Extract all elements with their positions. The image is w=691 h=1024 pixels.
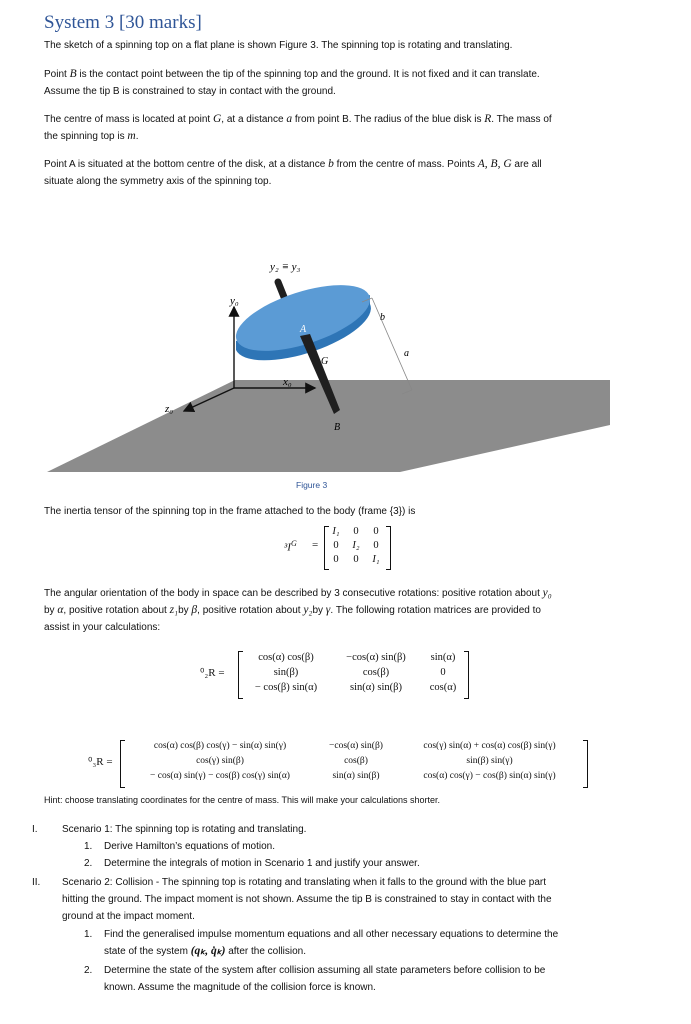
text: are all xyxy=(511,159,542,170)
contact-point-paragraph xyxy=(44,66,644,100)
matrix-cell: cos(γ) sin(α) + cos(α) cos(β) sin(γ) xyxy=(423,741,556,751)
scenario-1-number: I. xyxy=(32,824,38,835)
text: . The following rotation matrices are provided to xyxy=(330,605,541,616)
matrix-lhs: ⁰₃R = xyxy=(88,756,113,768)
matrix-cell: sin(α) sin(β) xyxy=(332,771,380,781)
text: , positive rotation about xyxy=(63,605,170,616)
text: , positive rotation about xyxy=(197,605,304,616)
matrix-cell: 0 xyxy=(353,526,359,537)
text: Assume the tip B is constrained to stay in contact with the ground. xyxy=(44,86,336,97)
label-distance-a: a xyxy=(404,348,409,359)
matrix-cell: 0 xyxy=(440,667,446,678)
inertia-tensor xyxy=(284,524,404,570)
matrix-lhs: ⁰₂R = xyxy=(200,667,225,679)
label-x0: x₀ xyxy=(283,376,292,388)
text: Point xyxy=(44,69,70,80)
math-var: b xyxy=(328,158,334,170)
scenario-2-item-number: 2. xyxy=(84,965,93,976)
equals-sign: = xyxy=(312,539,319,551)
matrix-cell: cos(β) xyxy=(344,756,368,766)
text: The centre of mass is located at point xyxy=(44,114,213,125)
matrix-cell: cos(α) cos(β) xyxy=(258,652,314,663)
text: the spinning top is xyxy=(44,131,128,142)
math-var: G xyxy=(212,113,222,125)
text: ³I xyxy=(284,541,291,554)
text: , at a distance xyxy=(221,114,287,125)
math-var: m xyxy=(127,130,136,142)
matrix-bracket-right xyxy=(583,740,588,788)
label-y2-y3: y₂ ≡ y₃ xyxy=(270,261,301,273)
spinning-top-figure xyxy=(0,240,691,480)
math-var: β xyxy=(191,604,198,616)
math-expression: (qₖ, q̇ₖ) xyxy=(190,945,226,957)
text: The angular orientation of the body in space can be described by 3 consecutive rotations: positive rotation about xyxy=(44,588,543,599)
math-var: α xyxy=(57,604,64,616)
text: after the collision. xyxy=(225,946,307,957)
label-distance-b: b xyxy=(380,312,385,323)
label-y0: y₀ xyxy=(230,295,239,307)
math-var: A, B, G xyxy=(477,158,512,170)
centre-of-mass-paragraph xyxy=(44,111,644,145)
matrix-cell: I₁ xyxy=(332,526,340,537)
label-point-g: G xyxy=(321,356,329,367)
math-var: z₁ xyxy=(169,604,179,616)
matrix-bracket-right xyxy=(464,651,469,699)
text: by xyxy=(44,605,58,616)
scenario-1-item-number: 1. xyxy=(84,841,93,852)
text: from the centre of mass. Points xyxy=(333,159,478,170)
math-var: R xyxy=(484,113,492,125)
text: is the contact point between the tip of the spinning top and the ground. It is not fixed and it can translate. xyxy=(76,69,540,80)
figure-caption: Figure 3 xyxy=(296,480,328,490)
math-var: a xyxy=(286,113,293,125)
text: Point A is situated at the bottom centre of the disk, at a distance xyxy=(44,159,329,170)
orientation-paragraph xyxy=(44,585,644,636)
scenario-1-text: Scenario 1: The spinning top is rotating and translating. xyxy=(62,824,307,835)
text: situate along the symmetry axis of the spinning top. xyxy=(44,176,272,187)
matrix-cell: cos(α) cos(γ) − cos(β) sin(α) sin(γ) xyxy=(423,771,556,781)
matrix-cell: cos(γ) sin(β) xyxy=(196,756,244,766)
text: Determine the state of the system after collision assuming all state parameters before collision to be xyxy=(104,965,546,976)
scenario-2-item-text xyxy=(104,926,644,960)
matrix-cell: 0 xyxy=(333,540,339,551)
text: by xyxy=(178,605,192,616)
point-a-paragraph xyxy=(44,156,644,190)
text: G xyxy=(290,539,297,548)
text: . The mass of xyxy=(491,114,552,125)
text: hitting the ground. The impact moment is not shown. Assume the tip B is constrained to stay in contact with the xyxy=(62,894,552,905)
rotation-matrix-02 xyxy=(200,649,490,699)
hint: Hint: choose translating coordinates for the centre of mass. This will make your calculations shorter. xyxy=(44,795,441,805)
math-var: B xyxy=(69,68,77,80)
scenario-2-number: II. xyxy=(32,877,41,888)
text: Find the generalised impulse momentum equations and all other necessary equations to determine the xyxy=(104,929,559,940)
label-point-b: B xyxy=(334,422,341,433)
matrix-cell: 0 xyxy=(373,540,379,551)
matrix-cell: cos(α) xyxy=(429,682,457,693)
text: by xyxy=(312,605,326,616)
matrix-cell: sin(α) sin(β) xyxy=(350,682,402,693)
label-z0: z₀ xyxy=(165,403,174,415)
math-var: y₂ xyxy=(303,604,313,616)
text: . xyxy=(135,131,139,142)
label-point-a: A xyxy=(300,324,307,335)
matrix-cell: sin(β) xyxy=(273,667,299,678)
matrix-bracket-right xyxy=(386,526,391,570)
text: Scenario 2: Collision - The spinning top is rotating and translating when it falls to the ground with the blue part xyxy=(62,877,546,888)
distance-line-a xyxy=(372,298,412,390)
inertia-lhs xyxy=(284,539,297,554)
text: assist in your calculations: xyxy=(44,622,161,633)
scenario-2-item-text xyxy=(104,962,644,996)
matrix-cell: 0 xyxy=(333,554,339,565)
matrix-cell: sin(α) xyxy=(430,652,456,663)
matrix-cell: I₁ xyxy=(372,554,380,565)
matrix-cell: −cos(α) sin(β) xyxy=(329,741,383,751)
inertia-intro: The inertia tensor of the spinning top in the frame attached to the body (frame {3}) is xyxy=(44,506,416,517)
text: state of the system xyxy=(104,946,191,957)
scenario-2-text xyxy=(62,874,652,925)
text: known. Assume the magnitude of the collision force is known. xyxy=(104,982,376,993)
matrix-cell: −cos(α) sin(β) xyxy=(346,652,406,663)
matrix-cell: 0 xyxy=(373,526,379,537)
matrix-cell: I₂ xyxy=(352,540,360,551)
text: ground at the impact moment. xyxy=(62,911,195,922)
math-var: y₀ xyxy=(542,587,552,599)
scenario-2-item-number: 1. xyxy=(84,929,93,940)
rotation-matrix-03 xyxy=(88,738,593,788)
math-var: γ xyxy=(325,604,331,616)
section-title: System 3 [30 marks] xyxy=(44,12,202,33)
matrix-cell: sin(β) sin(γ) xyxy=(466,756,513,766)
matrix-cell: − cos(α) sin(γ) − cos(β) cos(γ) sin(α) xyxy=(150,771,290,781)
scenario-1-item-text: Derive Hamilton’s equations of motion. xyxy=(104,841,276,852)
scenario-1-item-text: Determine the integrals of motion in Scenario 1 and justify your answer. xyxy=(104,858,420,869)
text: from point B. The radius of the blue disk is xyxy=(292,114,485,125)
intro-paragraph: The sketch of a spinning top on a flat plane is shown Figure 3. The spinning top is rotating and translating. xyxy=(44,40,513,51)
matrix-cell: 0 xyxy=(353,554,359,565)
matrix-cell: − cos(β) sin(α) xyxy=(254,682,318,693)
matrix-cell: cos(β) xyxy=(362,667,390,678)
matrix-cell: cos(α) cos(β) cos(γ) − sin(α) sin(γ) xyxy=(153,741,287,751)
scenario-1-item-number: 2. xyxy=(84,858,93,869)
